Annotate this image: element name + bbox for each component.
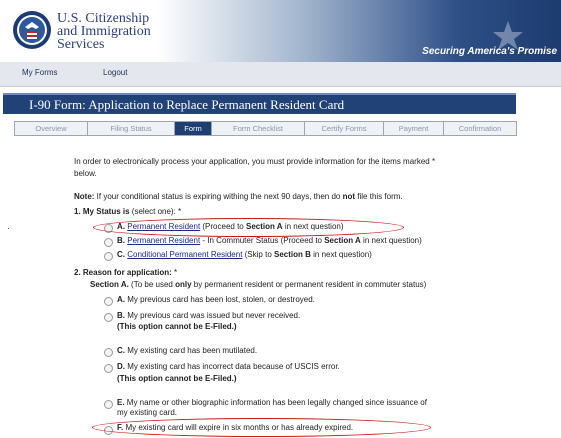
logout-link[interactable]: Logout <box>103 68 128 77</box>
tab-certify-forms[interactable]: Certify Forms <box>321 124 367 133</box>
reason-option-f-text: My existing card will expire in six months or has already expired. <box>125 423 354 432</box>
status-option-b-link[interactable]: Permanent Resident <box>127 236 201 245</box>
status-option-c-letter: C. <box>117 250 125 259</box>
note-text <box>74 192 403 201</box>
q1-heading-text: 1. My Status is <box>74 207 130 216</box>
reason-option-a-text: My previous card has been lost, stolen, or destroyed. <box>127 295 315 304</box>
status-option-a-link[interactable]: Permanent Resident <box>127 222 201 231</box>
status-option-c-link[interactable]: Conditional Permanent Resident <box>127 250 243 259</box>
reason-option-c <box>117 346 257 355</box>
highlight-oval <box>92 418 431 437</box>
status-option-c-pre: (Skip to <box>242 250 274 259</box>
status-option-b-bold: Section A <box>324 236 361 245</box>
q2-heading-text: 2. Reason for application: <box>74 268 172 277</box>
reason-radio-e[interactable] <box>104 400 113 409</box>
reason-option-b-letter: B. <box>117 311 125 320</box>
status-option-c-bold: Section B <box>274 250 311 259</box>
section-a-only: only <box>175 280 192 289</box>
reason-option-b <box>117 311 300 320</box>
slogan: Securing America's Promise <box>422 46 557 57</box>
section-a-post: by permanent resident or permanent resident in commuter status) <box>191 280 427 289</box>
note-text-part1: If your conditional status is expiring withing the next 90 days, then do <box>94 192 343 201</box>
reason-option-e-letter: E. <box>117 398 125 407</box>
reason-option-b-note: (This option cannot be E-Filed.) <box>117 322 237 331</box>
status-option-a-pre: (Proceed to <box>200 222 246 231</box>
note-label: Note: <box>74 192 95 201</box>
reason-radio-c[interactable] <box>104 348 113 357</box>
step-tabs <box>14 121 517 136</box>
my-forms-link[interactable]: My Forms <box>22 68 58 77</box>
reason-radio-d[interactable] <box>104 364 113 373</box>
reason-option-e-text: My name or other biographic information has been legally changed since issuance of <box>126 398 427 407</box>
section-a-pre: (To be used <box>128 280 176 289</box>
reason-option-d <box>117 362 340 371</box>
agency-name-line1: U.S. Citizenship <box>57 11 150 26</box>
q2-heading <box>74 268 177 277</box>
form-title-bar <box>3 93 516 114</box>
reason-option-c-text: My existing card has been mutilated. <box>127 346 258 355</box>
status-option-b-post: in next question) <box>360 236 422 245</box>
highlight-oval <box>93 218 404 237</box>
top-nav <box>0 62 561 87</box>
note-text-part2: file this form. <box>355 192 403 201</box>
status-option-a-letter: A. <box>117 222 125 231</box>
intro-text-line1: In order to electronically process your application, you must provide information for the items marked * <box>74 157 436 166</box>
reason-option-d-note: (This option cannot be E-Filed.) <box>117 374 237 383</box>
tab-overview[interactable]: Overview <box>35 124 67 133</box>
status-option-b <box>117 236 422 245</box>
reason-option-b-text: My previous card was issued but never received. <box>127 311 301 320</box>
reason-option-d-text: My existing card has incorrect data because of USCIS error. <box>127 362 340 371</box>
note-not: not <box>342 192 356 201</box>
intro-text-line2: below. <box>74 169 97 178</box>
tab-form-checklist[interactable]: Form Checklist <box>232 124 283 133</box>
q1-heading <box>74 207 181 216</box>
agency-name-line3: Services <box>57 37 105 52</box>
dhs-seal-icon <box>12 10 52 50</box>
reason-option-e-line2: my existing card. <box>117 408 178 417</box>
tab-payment[interactable]: Payment <box>398 124 429 133</box>
section-a-label: Section A. <box>90 280 129 289</box>
status-option-c-post: in next question) <box>310 250 372 259</box>
agency-name-line2: and Immigration <box>57 24 151 39</box>
agency-name <box>57 12 151 51</box>
reason-option-c-letter: C. <box>117 346 125 355</box>
tab-confirmation[interactable]: Confirmation <box>458 124 502 133</box>
tab-form[interactable]: Form <box>175 122 211 135</box>
reason-option-a <box>117 295 315 304</box>
status-option-b-pre: - In Commuter Status (Proceed to <box>200 236 325 245</box>
status-option-a-post: in next question) <box>282 222 344 231</box>
status-option-c <box>117 250 372 259</box>
reason-option-f-letter: F. <box>117 423 124 432</box>
tab-filing-status[interactable]: Filing Status <box>110 124 152 133</box>
reason-option-d-letter: D. <box>117 362 125 371</box>
status-radio-b[interactable] <box>104 238 113 247</box>
q2-required: * <box>171 268 178 277</box>
reason-option-a-letter: A. <box>117 295 125 304</box>
section-a-intro <box>90 280 426 289</box>
stray-dot <box>8 228 9 229</box>
reason-radio-a[interactable] <box>104 297 113 306</box>
reason-option-e <box>117 398 427 407</box>
site-header <box>0 0 561 62</box>
q1-hint: (select one): * <box>129 207 182 216</box>
page-title: I-90 Form: Application to Replace Permanent Resident Card <box>29 97 345 112</box>
status-radio-c[interactable] <box>104 252 113 261</box>
reason-radio-b[interactable] <box>104 313 113 322</box>
status-option-b-letter: B. <box>117 236 125 245</box>
status-option-a-bold: Section A <box>245 222 283 231</box>
